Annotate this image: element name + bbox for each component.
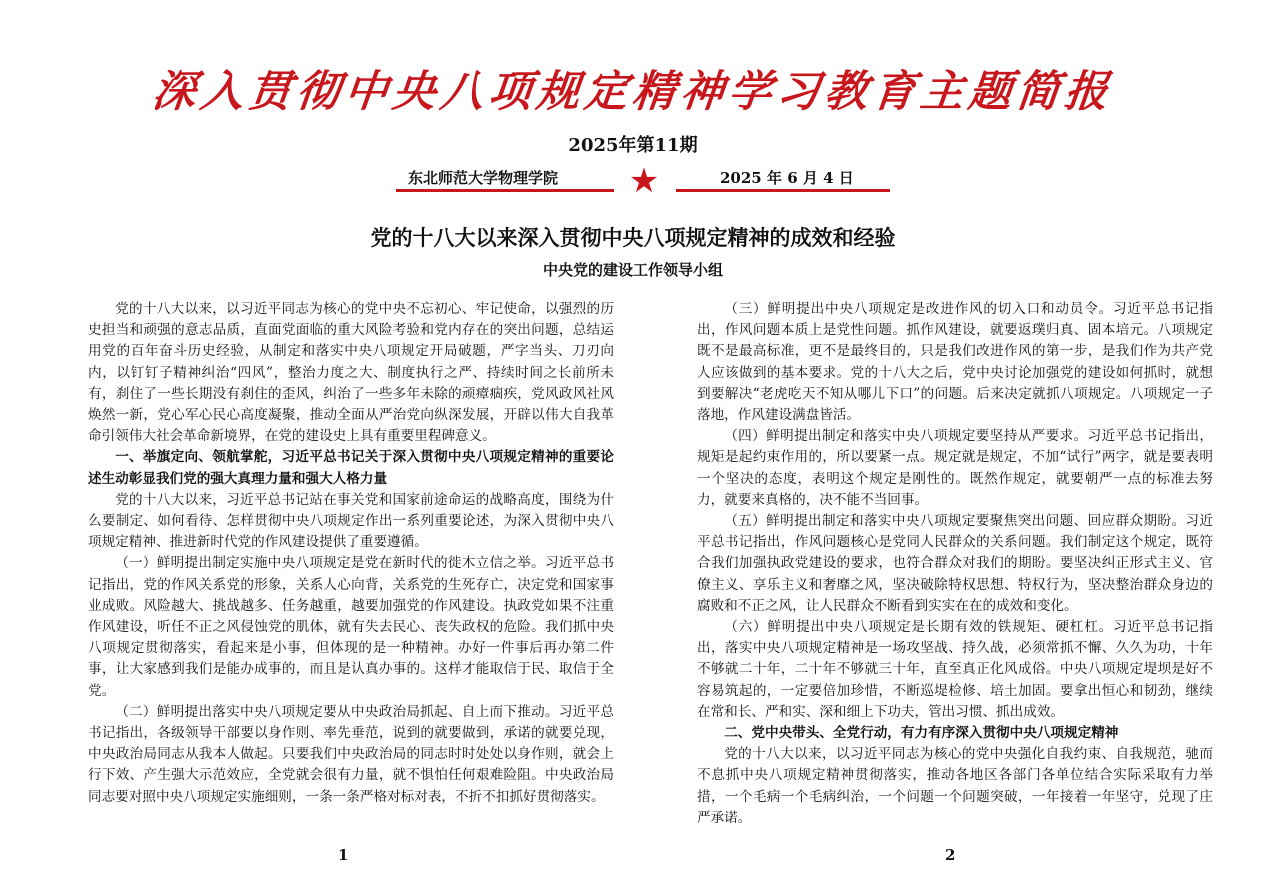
section-heading: 二、党中央带头、全党行动，有力有序深入贯彻中央八项规定精神 (724, 725, 1119, 742)
right-column (697, 299, 1213, 829)
header-rule-left (396, 189, 614, 192)
article-title: 党的十八大以来深入贯彻中央八项规定精神的成效和经验 (370, 225, 896, 250)
masthead-title: 深入贯彻中央八项规定精神学习教育主题简报 (150, 67, 1116, 117)
paragraph: 党的十八大以来，以习近平同志为核心的党中央强化自我约束、自我规范，驰而不息抓中央八项规定精神贯彻落实，推动各地区各部门各单位结合实际采取有力举措，一个毛病一个毛病纠治，一个问题一个问题突破，一年接着一年坚守，兑现了庄严承诺。 (697, 746, 1213, 826)
paragraph: （五）鲜明提出制定和落实中央八项规定要聚焦突出问题、回应群众期盼。习近平总书记指出，作风问题核心是党同人民群众的关系问题。我们制定这个规定，既符合我们加强执政党建设的要求，也符合群众对我们的期盼。要坚决纠正形式主义、官僚主义、享乐主义和奢靡之风，坚决破除特权思想、特权行为，坚决整治群众身边的腐败和不正之风，让人民群众不断看到实实在在的成效和变化。 (697, 513, 1213, 614)
page-number-left: 1 (338, 846, 349, 864)
red-star-icon: ★ (628, 161, 660, 201)
article-author: 中央党的建设工作领导小组 (542, 261, 723, 279)
organization-name: 东北师范大学物理学院 (408, 169, 559, 187)
paragraph: 党的十八大以来，以习近平同志为核心的党中央不忘初心、牢记使命，以强烈的历史担当和顽强的意志品质，直面党面临的重大风险考验和党内存在的突出问题，总结运用党的百年奋斗历史经验，从制定和落实中央八项规定开局破题，严字当头、刀刃向内，以钉钉子精神纠治“四风”，整治力度之大、制度执行之严、持续时间之长前所未有，刹住了一些长期没有刹住的歪风，纠治了一些多年未除的顽瘴痼疾，党风政风社风焕然一新，党心军心民心高度凝聚，推动全面从严治党向纵深发展，开辟以伟大自我革命引领伟大社会革命新境界，在党的建设史上具有重要里程碑意义。 (88, 301, 614, 445)
paragraph: （一）鲜明提出制定实施中央八项规定是党在新时代的徙木立信之举。习近平总书记指出，党的作风关系党的形象，关系人心向背，关系党的生死存亡，决定党和国家事业成败。风险越大、挑战越多、任务越重，越要加强党的作风建设。执政党如果不注重作风建设，听任不正之风侵蚀党的肌体，就有失去民心、丧失政权的危险。我们抓中央八项规定贯彻落实，看起来是小事，但体现的是一种精神。办好一件事后再办第二件事，让大家感到我们是能办成事的，而且是认真办事的。这样才能取信于民、取信于全党。 (88, 555, 614, 699)
page-number-right: 2 (945, 846, 956, 864)
issue-date: 2025 年 6 月 4 日 (720, 169, 854, 187)
section-heading: 一、举旗定向、领航掌舵，习近平总书记关于深入贯彻中央八项规定精神的重要论述生动彰显我们党的强大真理力量和强大人格力量 (88, 449, 614, 487)
paragraph: （四）鲜明提出制定和落实中央八项规定要坚持从严要求。习近平总书记指出，规矩是起约束作用的，所以要紧一点。规定就是规定，不加“试行”两字，就是要表明一个坚决的态度，表明这个规定是刚性的。既然作规定，就要朝严一点的标准去努力，就要来真格的，决不能不当回事。 (697, 428, 1213, 508)
header-rule-right (676, 189, 890, 192)
paragraph: （二）鲜明提出落实中央八项规定要从中央政治局抓起、自上而下推动。习近平总书记指出，各级领导干部要以身作则、率先垂范，说到的就要做到，承诺的就要兑现，中央政治局同志从我本人做起。只要我们中央政治局的同志时时处处以身作则，就会上行下效、产生强大示范效应，全党就会很有力量，就不惧怕任何艰难险阻。中央政治局同志要对照中央八项规定实施细则，一条一条严格对标对表，不折不扣抓好贯彻落实。 (88, 703, 614, 805)
paragraph: （六）鲜明提出中央八项规定是长期有效的铁规矩、硬杠杠。习近平总书记指出，落实中央八项规定精神是一场攻坚战、持久战，必须常抓不懈、久久为功，十年不够就二十年，二十年不够就三十年，直至真正化风成俗。中央八项规定堤坝是好不容易筑起的，一定要倍加珍惜，不断巡堤检修、培土加固。要拿出恒心和韧劲，继续在常和长、严和实、深和细上下功夫，管出习惯、抓出成效。 (697, 619, 1213, 720)
issue-number: 2025年第11期 (568, 135, 698, 156)
paragraph: 党的十八大以来，习近平总书记站在事关党和国家前途命运的战略高度，围绕为什么要制定、如何看待、怎样贯彻中央八项规定作出一系列重要论述，为深入贯彻中央八项规定精神、推进新时代党的作风建设提供了重要遵循。 (88, 491, 614, 551)
paragraph: （三）鲜明提出中央八项规定是改进作风的切入口和动员令。习近平总书记指出，作风问题本质上是党性问题。抓作风建设，就要返璞归真、固本培元。八项规定既不是最高标准，更不是最终目的，只是我们改进作风的第一步，是我们作为共产党人应该做到的基本要求。党的十八大之后，党中央讨论加强党的建设如何抓时，就想到要解决“老虎吃天不知从哪儿下口”的问题。后来决定就抓八项规定。八项规定一子落地，作风建设满盘皆活。 (697, 301, 1213, 424)
left-column (88, 299, 614, 808)
